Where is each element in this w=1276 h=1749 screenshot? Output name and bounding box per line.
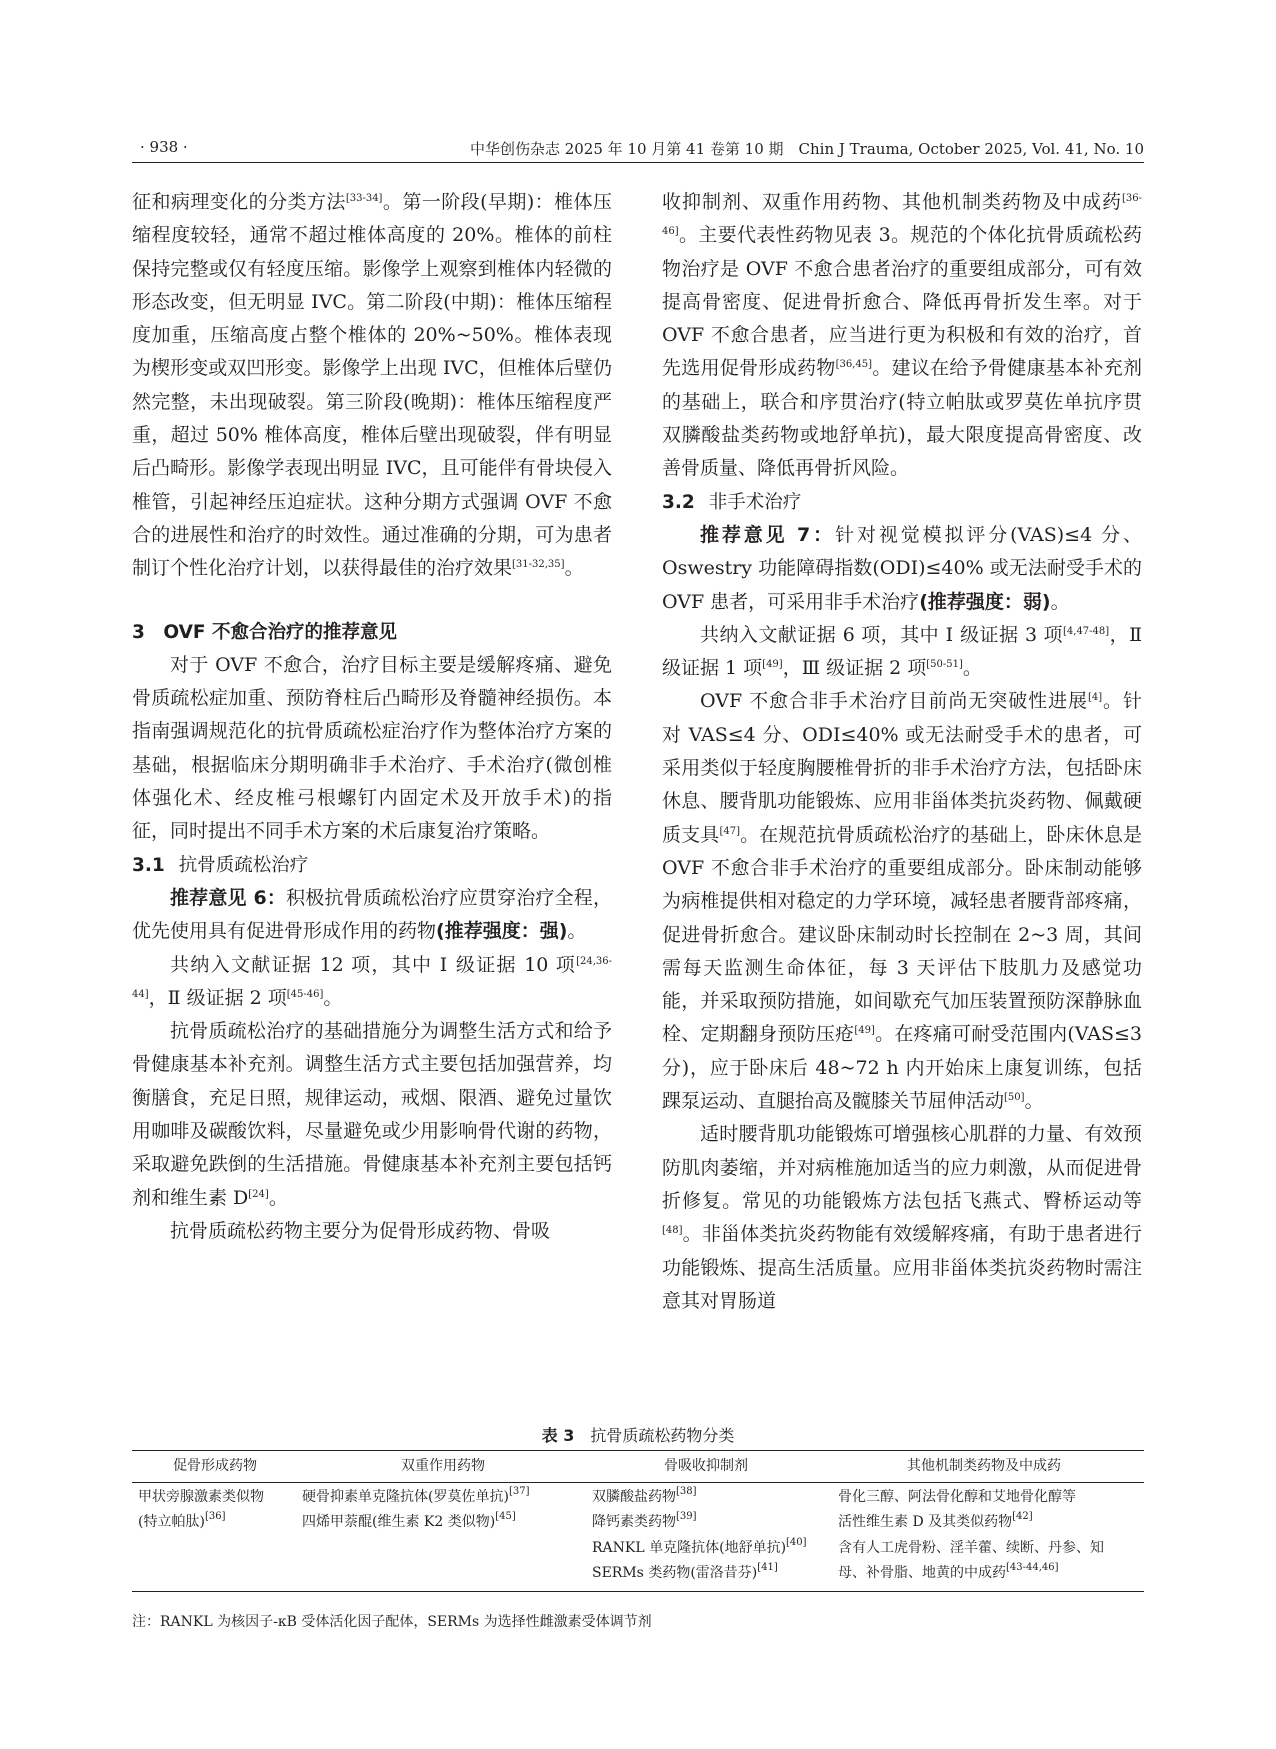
citation[interactable]: [42]	[1012, 1511, 1033, 1522]
citation[interactable]: [45-46]	[286, 988, 324, 1000]
table-caption: 表 3 抗骨质疏松药物分类	[541, 1426, 735, 1445]
page-header	[132, 138, 1144, 163]
table-header-cell: 骨吸收抑制剂	[588, 1451, 824, 1483]
citation[interactable]: [50]	[1004, 1092, 1025, 1104]
paragraph-treatment-goals: 对于 OVF 不愈合，治疗目标主要是缓解疼痛、避免骨质疏松症加重、预防脊柱后凸畸形及脊髓神经损伤。本指南强调规范化的抗骨质疏松症治疗作为整体治疗方案的基础，根据临床分期明确非手术治疗、手术治疗(微创椎体强化术、经皮椎弓根螺钉内固定术及开放手术)的指征，同时提出不同手术方案的术后康复治疗策略。	[132, 653, 612, 843]
recommendation-7: 推荐意见 7：针对视觉模拟评分(VAS)≤4 分、Oswestry 功能障碍指数(ODI)≤40% 或无法耐受手术的 OVF 患者，可采用非手术治疗(推荐强度：弱)。	[662, 523, 1142, 613]
citation[interactable]: [41]	[757, 1562, 778, 1573]
table-note: 注：RANKL 为核因子-κB 受体活化因子配体，SERMs 为选择性雌激素受体调节剂	[132, 1614, 652, 1630]
evidence-6: 共纳入文献证据 12 项，其中 Ⅰ 级证据 10 项[24,36-44]，Ⅱ 级证据 2 项[45-46]。	[132, 953, 612, 1009]
citation[interactable]: [47]	[719, 825, 740, 837]
citation[interactable]: [39]	[676, 1511, 697, 1522]
citation[interactable]: [49]	[762, 659, 783, 671]
subsection-heading-3-1: 3.1 抗骨质疏松治疗	[132, 854, 309, 876]
citation[interactable]: [36]	[204, 1511, 226, 1522]
citation[interactable]: [31-32,35]	[512, 559, 565, 571]
paragraph-basic-measures: 抗骨质疏松治疗的基础措施分为调整生活方式和给予骨健康基本补充剂。调整生活方式主要包括加强营养，均衡膳食，充足日照，规律运动，戒烟、限酒、避免过量饮用咖啡及碳酸饮料，尽量避免或少用影响骨代谢的药物，采取避免跌倒的生活措施。骨健康基本补充剂主要包括钙剂和维生素 D[24]。	[132, 1020, 612, 1209]
evidence-7: 共纳入文献证据 6 项，其中 Ⅰ 级证据 3 项[4,47-48]，Ⅱ 级证据 1 项[49]，Ⅲ 级证据 2 项[50-51]。	[662, 623, 1143, 680]
citation[interactable]: [24,36-44]	[132, 955, 612, 1000]
citation[interactable]: [4]	[1087, 692, 1103, 704]
citation[interactable]: [4,47-48]	[1063, 625, 1110, 637]
citation[interactable]: [40]	[786, 1536, 807, 1548]
table-header-cell: 促骨形成药物	[132, 1451, 298, 1483]
citation[interactable]: [43-44,46]	[1006, 1562, 1059, 1573]
drug-classification-table	[132, 1450, 1144, 1592]
paragraph-nonsurgical: OVF 不愈合非手术治疗目前尚无突破性进展[4]。针对 VAS≤4 分、ODI≤40% 或无法耐受手术的患者，可采用类似于轻度胸腰椎骨折的非手术治疗方法，包括卧床休息、腰背肌功能锻炼、应用非甾体类抗炎药物、佩戴硬质支具[47]。在规范抗骨质疏松治疗的基础上，卧床休息是 OVF 不愈合非手术治疗的重要组成部分。卧床制动能够为病椎提供相对稳定的力学环境，减轻患者腰背部疼痛，促进骨折愈合。建议卧床制动时长控制在 2~3 周，其间需每天监测生命体征，每 3 天评估下肢肌力及感觉功能，并采取预防措施，如间歇充气加压装置预防深静脉血栓、定期翻身预防压疮[49]。在疼痛可耐受范围内(VAS≤3 分)，应于卧床后 48~72 h 内开始床上康复训练，包括踝泵运动、直腿抬高及髋膝关节屈伸活动[50]。	[662, 690, 1142, 1113]
paragraph-staging: 征和病理变化的分类方法[33-34]。第一阶段(早期)：椎体压缩程度较轻，通常不超过椎体高度的 20%。椎体的前柱保持完整或仅有轻度压缩。影像学上观察到椎体内轻微的形态改变，但无明显 IVC。第二阶段(中期)：椎体压缩程度加重，压缩高度占整个椎体的 20%~50%。椎体表现为楔形变或双凹形变。影像学上出现 IVC，但椎体后壁仍然完整，未出现破裂。第三阶段(晚期)：椎体压缩程度严重，超过 50% 椎体高度，椎体后壁出现破裂，伴有明显后凸畸形。影像学表现出明显 IVC，且可能伴有骨块侵入椎管，引起神经压迫症状。这种分期方式强调 OVF 不愈合的进展性和治疗的时效性。通过准确的分期，可为患者制订个性化治疗计划，以获得最佳的治疗效果[31-32,35]。	[132, 191, 612, 580]
citation[interactable]: [38]	[676, 1485, 697, 1497]
table-cell-dual-action: 硬骨抑素单克隆抗体(罗莫佐单抗)[37] 四烯甲萘醌(维生素 K2 类似物)[45]	[302, 1485, 530, 1530]
left-column	[132, 186, 612, 1248]
paragraph-exercise: 适时腰背肌功能锻炼可增强核心肌群的力量、有效预防肌肉萎缩，并对病椎施加适当的应力刺激，从而促进骨折修复。常见的功能锻炼方法包括飞燕式、臀桥运动等[48]。非甾体类抗炎药物能有效缓解疼痛，有助于患者进行功能锻炼、提高生活质量。应用非甾体类抗炎药物时需注意其对胃肠道	[662, 1123, 1142, 1312]
table-cell-other-mechanism: 骨化三醇、阿法骨化醇和艾地骨化醇等 活性维生素 D 及其类似药物[42] 含有人工虎骨粉、淫羊藿、续断、丹参、知 母、补骨脂、地黄的中成药[43-44,46]	[838, 1488, 1104, 1581]
citation[interactable]: [24]	[248, 1188, 269, 1200]
subsection-heading-3-2: 3.2 非手术治疗	[662, 491, 802, 513]
table-cell-bone-formation: 甲状旁腺激素类似物 (特立帕肽)[36]	[138, 1488, 264, 1530]
citation[interactable]: [33-34]	[345, 193, 383, 204]
table-header-row	[132, 1451, 1144, 1483]
citation[interactable]: [50-51]	[926, 659, 963, 671]
table-row	[132, 1482, 1144, 1591]
citation[interactable]: [49]	[854, 1025, 875, 1037]
table-header-cell: 双重作用药物	[298, 1451, 588, 1483]
section-heading-3: 3 OVF 不愈合治疗的推荐意见	[132, 621, 397, 643]
citation[interactable]: [45]	[495, 1511, 516, 1522]
citation[interactable]: [36,45]	[835, 359, 872, 371]
paragraph-drug-classes: 抗骨质疏松药物主要分为促骨形成药物、骨吸	[170, 1219, 551, 1242]
paragraph-drug-therapy: 收抑制剂、双重作用药物、其他机制类药物及中成药[36-46]。主要代表性药物见表 3。规范的个体化抗骨质疏松药物治疗是 OVF 不愈合患者治疗的重要组成部分，可有效提高骨密度、促进骨折愈合、降低再骨折发生率。对于 OVF 不愈合患者，应当进行更为积极和有效的治疗，首先选用促骨形成药物[36,45]。建议在给予骨健康基本补充剂的基础上，联合和序贯治疗(特立帕肽或罗莫佐单抗序贯双膦酸盐类药物或地舒单抗)，最大限度提高骨密度、改善骨质量、降低再骨折风险。	[662, 191, 1142, 480]
table-header-cell: 其他机制类药物及中成药	[824, 1451, 1144, 1483]
journal-running-title: 中华创伤杂志 2025 年 10 月第 41 卷第 10 期 Chin J Trauma, October 2025, Vol. 41, No. 10	[469, 140, 1144, 158]
table-cell-resorption-inhibitor: 双膦酸盐药物[38] 降钙素类药物[39] RANKL 单克隆抗体(地舒单抗)[40] SERMs 类药物(雷洛昔芬)[41]	[592, 1485, 807, 1581]
page-number: · 938 ·	[140, 138, 188, 156]
citation[interactable]: [48]	[662, 1225, 683, 1237]
right-column	[662, 186, 1142, 1318]
citation[interactable]: [36-46]	[662, 193, 1142, 238]
citation[interactable]: [37]	[508, 1485, 530, 1497]
recommendation-6: 推荐意见 6：积极抗骨质疏松治疗应贯穿治疗全程，优先使用具有促进骨形成作用的药物(推荐强度：强)。	[132, 886, 612, 943]
